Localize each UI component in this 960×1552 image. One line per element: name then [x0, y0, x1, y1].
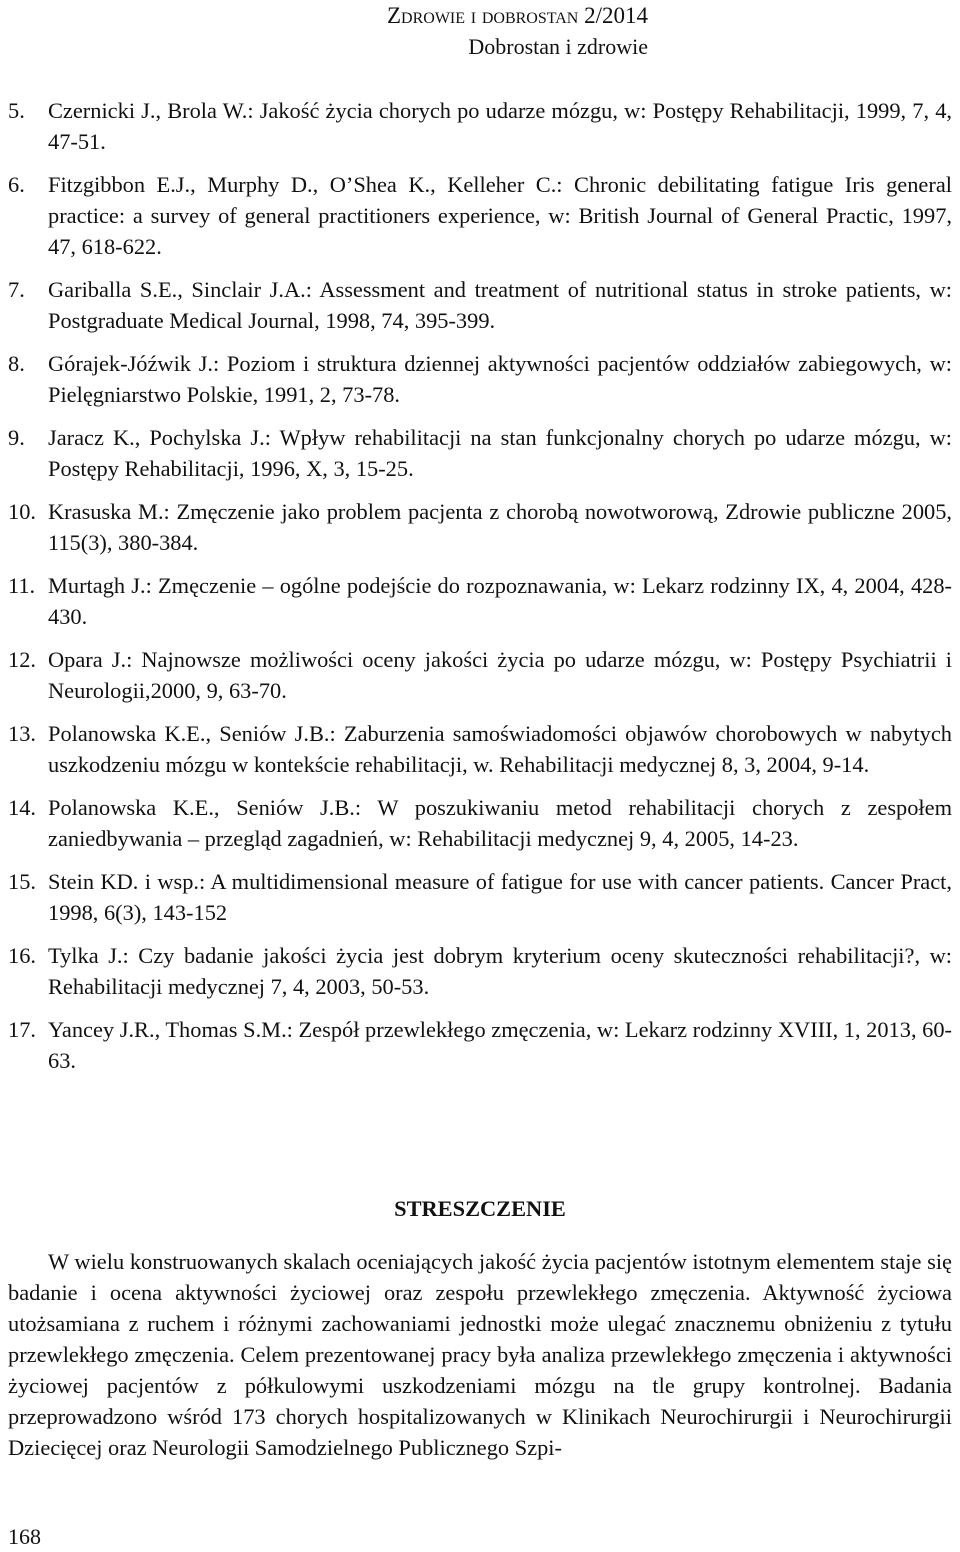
reference-text: Gariballa S.E., Sinclair J.A.: Assessment and treatment of nutritional status in stroke patients, w: Postgraduate Medical Journal, 1998, 74, 395-399.: [48, 277, 952, 333]
reference-number: 6.: [8, 172, 25, 197]
reference-text: Yancey J.R., Thomas S.M.: Zespół przewlekłego zmęczenia, w: Lekarz rodzinny XVIII, 1, 2013, 60-63.: [48, 1017, 952, 1073]
reference-text: Krasuska M.: Zmęczenie jako problem pacjenta z chorobą nowotworową, Zdrowie publiczne 2005, 115(3), 380-384.: [48, 499, 952, 555]
abstract-paragraph: W wielu konstruowanych skalach oceniających jakość życia pacjentów istotnym elementem staje się badanie i ocena aktywności życiowej oraz zespołu przewlekłego zmęczenia. Aktywność życiowa utożsamiana z ruchem i różnymi zachowaniami jednostki może ulegać znacznemu obniżeniu z tytułu przewlekłego zmęczenia. Celem prezentowanej pracy była analiza przewlekłego zmęczenia i aktywności życiowej pacjentów z półkulowymi uszkodzeniami mózgu na tle grupy kontrolnej. Badania przeprowadzono wśród 173 chorych hospitalizowanych w Klinikach Neurochirurgii i Neurochirurgii Dziecięcej oraz Neurologii Samodzielnego Publicznego Szpi-: [8, 1249, 952, 1460]
reference-text: Polanowska K.E., Seniów J.B.: Zaburzenia samoświadomości objawów chorobowych w nabytych uszkodzeniu mózgu w kontekście rehabilitacji, w. Rehabilitacji medycznej 8, 3, 2004, 9-14.: [48, 721, 952, 777]
reference-text: Jaracz K., Pochylska J.: Wpływ rehabilitacji na stan funkcjonalny chorych po udarze mózgu, w: Postępy Rehabilitacji, 1996, X, 3, 15-25.: [48, 425, 952, 481]
page-number: 168: [8, 1524, 41, 1549]
reference-number: 5.: [8, 98, 25, 123]
reference-item: [8, 940, 952, 1002]
reference-item: [8, 644, 952, 706]
reference-item: [8, 792, 952, 854]
reference-item: [8, 95, 952, 157]
reference-number: 8.: [8, 351, 25, 376]
reference-item: [8, 718, 952, 780]
reference-item: [8, 169, 952, 262]
reference-number: 7.: [8, 277, 25, 302]
reference-number: 17.: [8, 1017, 36, 1042]
reference-number: 16.: [8, 943, 36, 968]
section-subtitle: Dobrostan i zdrowie: [468, 34, 648, 59]
reference-text: Stein KD. i wsp.: A multidimensional measure of fatigue for use with cancer patients. Cancer Pract, 1998, 6(3), 143-152: [48, 869, 952, 925]
reference-text: Opara J.: Najnowsze możliwości oceny jakości życia po udarze mózgu, w: Postępy Psychiatrii i Neurologii,2000, 9, 63-70.: [48, 647, 952, 703]
reference-item: [8, 348, 952, 410]
reference-item: [8, 274, 952, 336]
reference-item: [8, 1014, 952, 1076]
reference-number: 12.: [8, 647, 36, 672]
reference-text: Tylka J.: Czy badanie jakości życia jest dobrym kryterium oceny skuteczności rehabilitacji?, w: Rehabilitacji medycznej 7, 4, 2003, 50-53.: [48, 943, 952, 999]
reference-text: Polanowska K.E., Seniów J.B.: W poszukiwaniu metod rehabilitacji chorych z zespołem zaniedbywania – przegląd zagadnień, w: Rehabilitacji medycznej 9, 4, 2005, 14-23.: [48, 795, 952, 851]
reference-text: Czernicki J., Brola W.: Jakość życia chorych po udarze mózgu, w: Postępy Rehabilitacji, 1999, 7, 4, 47-51.: [48, 98, 952, 154]
reference-number: 11.: [8, 573, 36, 598]
reference-text: Fitzgibbon E.J., Murphy D., O’Shea K., Kelleher C.: Chronic debilitating fatigue Iris general practice: a survey of general practitioners experience, w: British Journal of General Practic, 1997, 47, 618-622.: [48, 172, 952, 259]
reference-text: Górajek-Jóźwik J.: Poziom i struktura dziennej aktywności pacjentów oddziałów zabiegowych, w: Pielęgniarstwo Polskie, 1991, 2, 73-78.: [48, 351, 952, 407]
reference-number: 15.: [8, 869, 36, 894]
reference-list: [8, 95, 952, 1088]
section-heading: STRESZCZENIE: [394, 1196, 566, 1221]
reference-item: [8, 570, 952, 632]
journal-title: Zdrowie i dobrostan 2/2014: [386, 3, 648, 28]
reference-item: [8, 422, 952, 484]
reference-item: [8, 496, 952, 558]
running-header: [387, 0, 648, 62]
reference-number: 13.: [8, 721, 36, 746]
reference-text: Murtagh J.: Zmęczenie – ogólne podejście do rozpoznawania, w: Lekarz rodzinny IX, 4, 2004, 428-430.: [48, 573, 952, 629]
reference-number: 14.: [8, 795, 36, 820]
reference-number: 9.: [8, 425, 25, 450]
reference-number: 10.: [8, 499, 36, 524]
reference-item: [8, 866, 952, 928]
